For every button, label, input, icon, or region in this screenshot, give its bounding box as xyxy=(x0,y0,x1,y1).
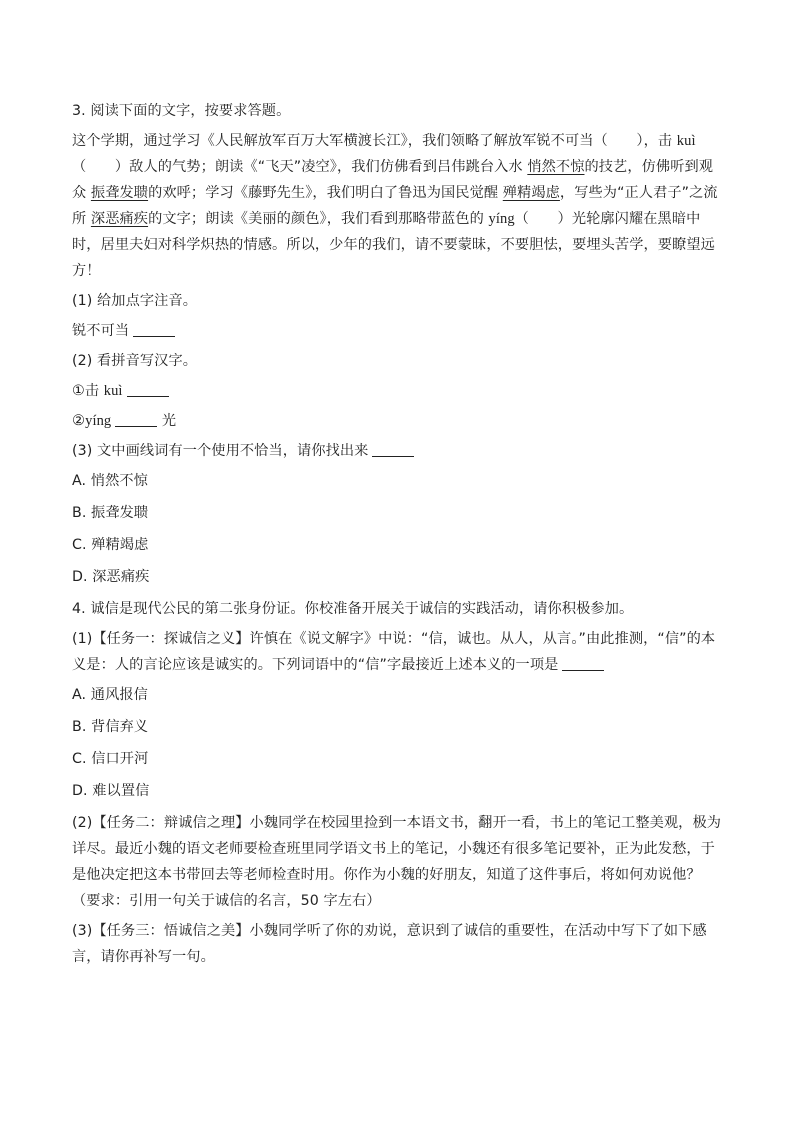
q4-sub2: (2)【任务二：辩诚信之理】小魏同学在校园里捡到一本语文书，翻开一看，书上的笔记工整美观，极为详尽。最近小魏的语文老师要检查班里同学语文书上的笔记，小魏还有很多笔记要补，正为此发愁，于是他决定把这本书带回去等老师检查时用。你作为小魏的好朋友，知道了这件事后，将如何劝说他？（要求：引用一句关于诚信的名言，50 字左右） xyxy=(72,815,722,909)
q4-option-c: C. 信口开河 xyxy=(72,751,149,767)
q3-sub3: (3) 文中画线词有一个使用不恰当，请你找出来 xyxy=(72,438,722,464)
q3-sub1: (1) 给加点字注音。 xyxy=(72,293,198,309)
q3-option-c: C. 殚精竭虑 xyxy=(72,537,149,553)
q3-option-a: A. 悄然不惊 xyxy=(72,473,148,489)
answer-blank[interactable] xyxy=(562,656,604,671)
q3-option-d: D. 深恶痛疾 xyxy=(72,569,150,585)
document-page xyxy=(72,98,722,974)
q3-sub2: (2) 看拼音写汉字。 xyxy=(72,353,198,369)
underlined-word-3: 殚精竭虑 xyxy=(502,185,560,201)
q4-option-b: B. 背信弃义 xyxy=(72,719,149,735)
underlined-word-2: 振聋发聩 xyxy=(90,185,149,201)
q3-title: 3. 阅读下面的文字，按要求答题。 xyxy=(72,103,291,119)
q3-option-b: B. 振聋发聩 xyxy=(72,505,149,521)
pinyin-ying: yíng xyxy=(488,211,515,227)
underlined-word-4: 深恶痛疾 xyxy=(90,211,149,227)
q4-option-d: D. 难以置信 xyxy=(72,783,150,799)
pinyin-kui: kuì xyxy=(676,133,696,149)
q4-sub1: (1)【任务一：探诚信之义】许慎在《说文解字》中说：“信，诚也。从人，从言。”由此推测，“信”的本义是：人的言论应该是诚实的。下列词语中的“信”字最接近上述本义的一项是 xyxy=(72,631,716,673)
q4-option-a: A. 通风报信 xyxy=(72,687,148,703)
q3-sub2-b: ②yíng 光 xyxy=(72,413,177,429)
underlined-word-1: 悄然不惊 xyxy=(527,159,585,175)
q3-sub2-a: ①击 kuì xyxy=(72,378,722,404)
q3-passage: 这个学期，通过学习《人民解放军百万大军横渡长江》，我们领略了解放军锐不可当（ ），击 kuì （ ）敌人的气势；朗读《“飞天”凌空》，我们仿佛看到吕伟跳台入水 悄然不惊的技艺，仿佛听到观众 振聋发聩的欢呼；学习《藤野先生》，我们明白了鲁迅为国民觉醒 殚精竭虑，写些为“正人君子”之流所 深恶痛疾的文字；朗读《美丽的颜色》，我们看到那略带蓝色的 yíng（ ）光轮廓闪耀在黑暗中时，居里夫妇对科学炽热的情感。所以，少年的我们，请不要蒙昧，不要胆怯，要埋头苦学，要瞭望远方！ xyxy=(72,133,718,279)
answer-blank[interactable] xyxy=(372,442,414,457)
q3-sub1-item: 锐不可当 xyxy=(72,318,722,344)
q4-title: 4. 诚信是现代公民的第二张身份证。你校准备开展关于诚信的实践活动，请你积极参加。 xyxy=(72,601,634,617)
answer-blank[interactable] xyxy=(127,382,169,397)
answer-blank[interactable] xyxy=(115,412,157,427)
q4-sub3: (3)【任务三：悟诚信之美】小魏同学听了你的劝说，意识到了诚信的重要性，在活动中写下了如下感言，请你再补写一句。 xyxy=(72,923,707,965)
answer-blank[interactable] xyxy=(133,322,175,337)
